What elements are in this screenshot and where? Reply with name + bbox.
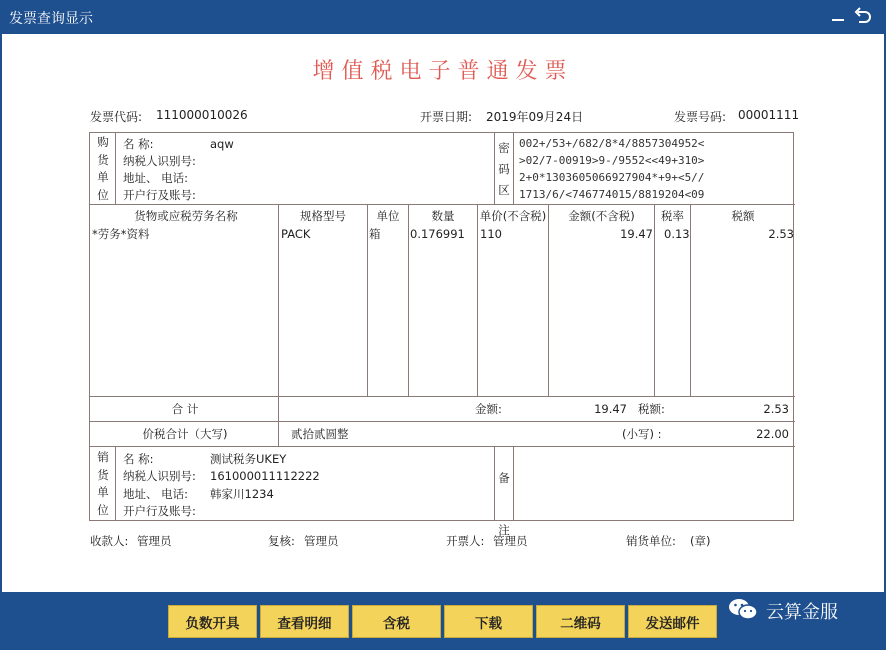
- header-spec: 规格型号: [300, 209, 346, 223]
- item-name: *劳务*资料: [92, 227, 150, 241]
- item-qty: 0.176991: [410, 227, 465, 241]
- buyer-section-label: 购 货 单 位: [97, 135, 109, 202]
- view-details-button[interactable]: 查看明细: [260, 605, 349, 638]
- grand-total-label: 价税合计（大写): [142, 427, 228, 441]
- header-qty: 数量: [431, 209, 455, 223]
- seller-seal-label: 销货单位:: [626, 534, 676, 548]
- item-amount: 19.47: [620, 227, 653, 241]
- invoice-code: 111000010026: [156, 108, 248, 122]
- payee-label: 收款人:: [90, 534, 129, 548]
- header-rate: 税率: [661, 209, 684, 223]
- payee: 管理员: [137, 534, 172, 548]
- back-icon[interactable]: [852, 6, 874, 28]
- invoice-number: 00001111: [738, 108, 800, 122]
- negative-invoice-button[interactable]: 负数开具: [168, 605, 257, 638]
- invoice-title: 增值税电子普通发票: [312, 59, 574, 84]
- issuer: 管理员: [493, 534, 528, 548]
- seller-address-label: 地址、 电话:: [123, 487, 189, 501]
- grand-total-small-label: (小写) :: [622, 427, 662, 441]
- remarks-label: 备 注: [498, 471, 510, 537]
- cipher-line: 2+0*1303605066927904*+9+<5//: [519, 171, 705, 184]
- buyer-address-label: 地址、 电话:: [123, 171, 189, 185]
- header-item-name: 货物或应税劳务名称: [134, 209, 238, 223]
- header-amount: 金额(不含税): [568, 209, 635, 223]
- seller-taxid-label: 纳税人识别号:: [123, 469, 196, 483]
- cipher-line: >02/7-00919>9-/9552<<49+310>: [519, 154, 705, 167]
- total-tax: 2.53: [763, 402, 789, 416]
- total-tax-label: 税额:: [638, 402, 665, 416]
- invoice-code-label: 发票代码:: [90, 110, 143, 124]
- item-unit: 箱: [369, 227, 381, 241]
- cipher-section-label: 密 码 区: [498, 141, 510, 197]
- item-price: 110: [480, 227, 502, 241]
- buyer-name-label: 名 称:: [123, 137, 154, 151]
- seller-seal: (章): [690, 534, 711, 548]
- total-amount: 19.47: [594, 402, 627, 416]
- download-button[interactable]: 下载: [444, 605, 533, 638]
- item-tax: 2.53: [768, 227, 794, 241]
- total-label: 合 计: [171, 402, 199, 416]
- issuer-label: 开票人:: [446, 534, 485, 548]
- seller-bank-label: 开户行及账号:: [123, 504, 196, 518]
- header-tax: 税额: [731, 209, 755, 223]
- invoice-date-label: 开票日期:: [420, 110, 473, 124]
- invoice-number-label: 发票号码:: [674, 110, 727, 124]
- window-title: 发票查询显示: [9, 11, 93, 27]
- wechat-icon: [728, 597, 758, 626]
- buyer-taxid-label: 纳税人识别号:: [123, 154, 196, 168]
- send-email-button[interactable]: 发送邮件: [628, 605, 717, 638]
- seller-address: 韩家川1234: [210, 487, 274, 501]
- seller-name-label: 名 称:: [123, 452, 154, 466]
- total-amount-label: 金额:: [475, 402, 502, 416]
- reviewer-label: 复核:: [268, 534, 295, 548]
- item-rate: 0.13: [664, 227, 690, 241]
- tax-included-button[interactable]: 含税: [352, 605, 441, 638]
- reviewer: 管理员: [304, 534, 339, 548]
- grand-total-words: 贰拾贰圆整: [291, 427, 349, 441]
- title-bar: [0, 0, 886, 34]
- invoice-date: 2019年09月24日: [486, 110, 584, 124]
- item-spec: PACK: [281, 227, 311, 241]
- header-price: 单价(不含税): [479, 209, 547, 223]
- grand-total-number: 22.00: [756, 427, 789, 441]
- minimize-icon[interactable]: [830, 6, 846, 26]
- brand-logo: [728, 598, 838, 624]
- seller-section-label: 销 货 单 位: [97, 450, 109, 517]
- qrcode-button[interactable]: 二维码: [536, 605, 625, 638]
- buyer-bank-label: 开户行及账号:: [123, 188, 196, 202]
- cipher-line: 1713/6/<746774015/8819204<09: [519, 188, 705, 201]
- seller-taxid: 161000011112222: [210, 469, 320, 483]
- brand-name: 云算金服: [766, 602, 838, 623]
- seller-name: 测试税务UKEY: [210, 452, 287, 466]
- header-unit: 单位: [376, 209, 400, 223]
- buyer-name: aqw: [210, 137, 234, 151]
- cipher-line: 002+/53+/682/8*4/8857304952<: [519, 137, 705, 150]
